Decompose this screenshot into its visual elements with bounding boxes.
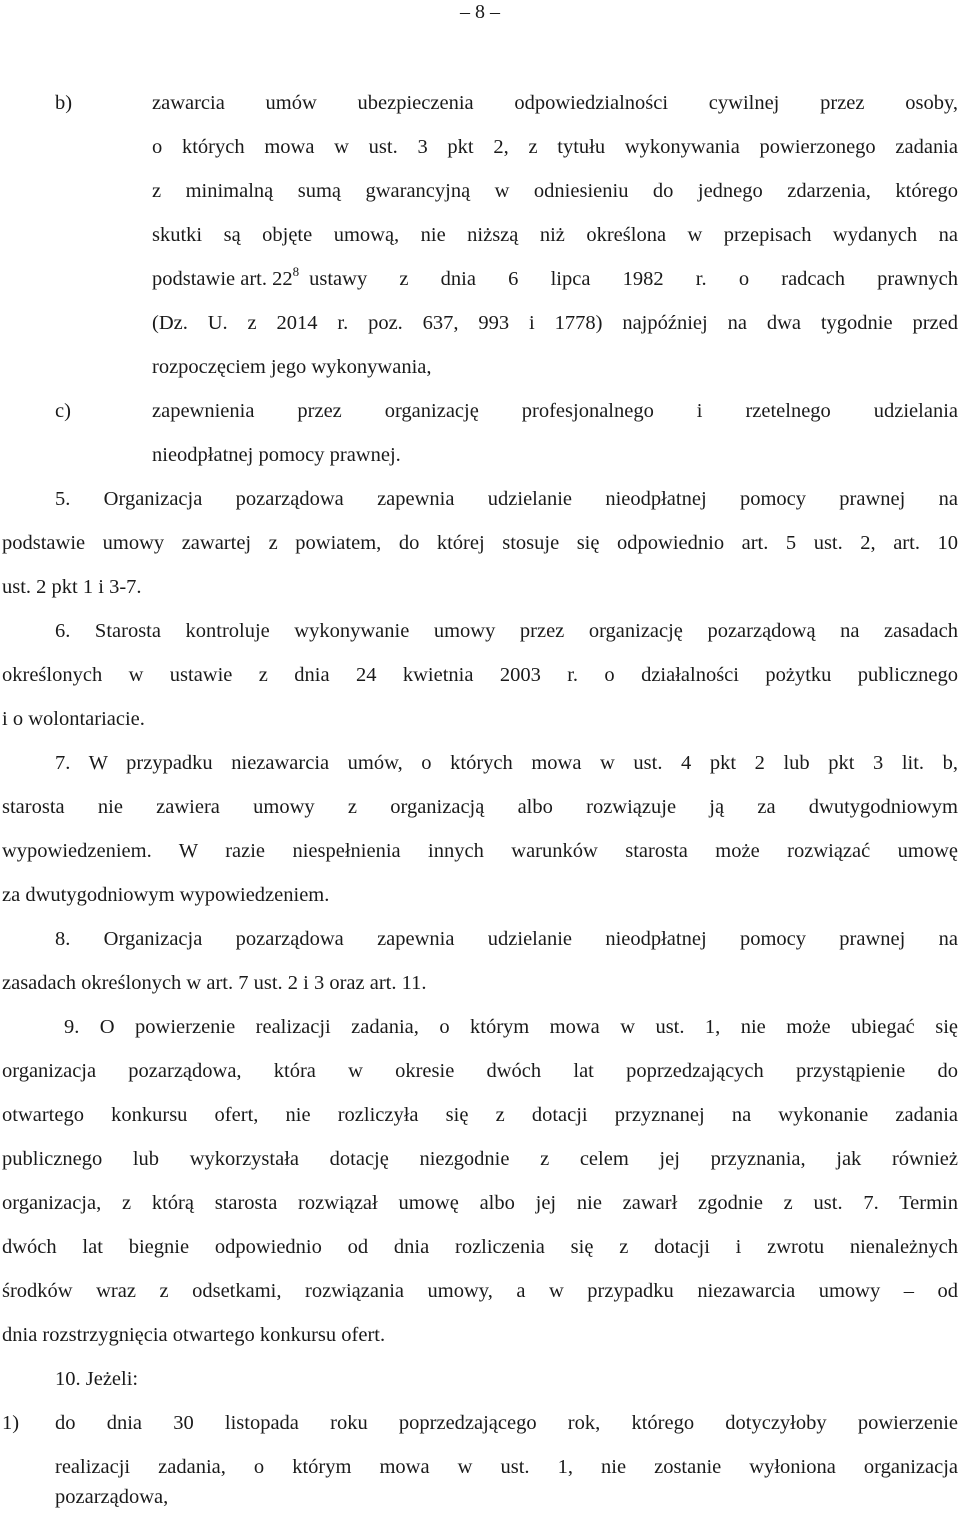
item-b-line-2: o których mowa w ust. 3 pkt 2, z tytułu wykonywania powierzonego zadania (152, 136, 958, 158)
item-marker-b: b) (55, 92, 73, 114)
item-b-line-5 (152, 257, 958, 301)
paragraph-9-line-5: organizacja, z którą starosta rozwiązał umowę albo jej nie zawarł zgodnie z ust. 7. Termin (2, 1192, 958, 1214)
paragraph-8-line-2: zasadach określonych w art. 7 ust. 2 i 3 oraz art. 11. (2, 972, 427, 994)
item-marker-c: c) (55, 400, 71, 422)
item-b-line-4: skutki są objęte umową, nie niższą niż określona w przepisach wydanych na (152, 224, 958, 246)
paragraph-9-line-6: dwóch lat biegnie odpowiednio od dnia rozliczenia się z dotacji i zwrotu nienależnych (2, 1236, 958, 1258)
item-b-line-6: (Dz. U. z 2014 r. poz. 637, 993 i 1778) najpóźniej na dwa tygodnie przed (152, 312, 958, 334)
item-b-line-3: z minimalną sumą gwarancyjną w odniesieniu do jednego zdarzenia, którego (152, 180, 958, 202)
paragraph-10-item-1-line-2: realizacji zadania, o którym mowa w ust. 1, nie zostanie wyłoniona organizacja (55, 1456, 958, 1478)
paragraph-9-line-4: publicznego lub wykorzystała dotację niezgodnie z celem jej przyznania, jak również (2, 1148, 958, 1170)
paragraph-9-line-8: dnia rozstrzygnięcia otwartego konkursu ofert. (2, 1324, 386, 1346)
paragraph-9-line-7: środków wraz z odsetkami, rozwiązania umowy, a w przypadku niezawarcia umowy – od (2, 1280, 958, 1302)
page-number: – 8 – (460, 1, 500, 23)
paragraph-6-line-3: i o wolontariacie. (2, 708, 145, 730)
item-b-line-7: rozpoczęciem jego wykonywania, (152, 356, 432, 378)
paragraph-5-line-3: ust. 2 pkt 1 i 3-7. (2, 576, 142, 598)
item-b-line-5-b: ustawy z dnia 6 lipca 1982 r. o radcach prawnych (309, 268, 958, 290)
paragraph-6-line-1: 6. Starosta kontroluje wykonywanie umowy przez organizację pozarządową na zasadach (55, 620, 958, 642)
paragraph-9-line-3: otwartego konkursu ofert, nie rozliczyła się z dotacji przyznanej na wykonanie zadania (2, 1104, 958, 1126)
item-c-line-2: nieodpłatnej pomocy prawnej. (152, 444, 401, 466)
paragraph-9-line-1: 9. O powierzenie realizacji zadania, o którym mowa w ust. 1, nie może ubiegać się (64, 1016, 958, 1038)
item-b-line-5-a: podstawie art. $22^8$ (152, 264, 300, 290)
item-b-line-1: zawarcia umów ubezpieczenia odpowiedzialności cywilnej przez osoby, (152, 92, 958, 114)
paragraph-8-line-1: 8. Organizacja pozarządowa zapewnia udzielanie nieodpłatnej pomocy prawnej na (55, 928, 958, 950)
item-c-line-1: zapewnienia przez organizację profesjonalnego i rzetelnego udzielania (152, 400, 958, 422)
paragraph-10-line-1: 10. Jeżeli: (55, 1368, 139, 1390)
paragraph-5-line-1: 5. Organizacja pozarządowa zapewnia udzielanie nieodpłatnej pomocy prawnej na (55, 488, 958, 510)
paragraph-7-line-1: 7. W przypadku niezawarcia umów, o których mowa w ust. 4 pkt 2 lub pkt 3 lit. b, (55, 752, 958, 774)
paragraph-10-item-1-line-1: do dnia 30 listopada roku poprzedzającego rok, którego dotyczyłoby powierzenie (55, 1412, 958, 1434)
paragraph-7-line-3: wypowiedzeniem. W razie niespełnienia innych warunków starosta może rozwiązać umowę (2, 840, 958, 862)
paragraph-10-item-1-line-3: pozarządowa, (55, 1486, 169, 1508)
paragraph-5-line-2: podstawie umowy zawartej z powiatem, do której stosuje się odpowiednio art. 5 ust. 2, art. 10 (2, 532, 958, 554)
paragraph-6-line-2: określonych w ustawie z dnia 24 kwietnia 2003 r. o działalności pożytku publicznego (2, 664, 958, 686)
paragraph-9-line-2: organizacja pozarządowa, która w okresie dwóch lat poprzedzających przystąpienie do (2, 1060, 958, 1082)
superscript: 8 (292, 264, 300, 279)
paragraph-7-line-2: starosta nie zawiera umowy z organizacją albo rozwiązuje ją za dwutygodniowym (2, 796, 958, 818)
paragraph-7-line-4: za dwutygodniowym wypowiedzeniem. (2, 884, 330, 906)
item-marker-1: 1) (2, 1412, 20, 1434)
